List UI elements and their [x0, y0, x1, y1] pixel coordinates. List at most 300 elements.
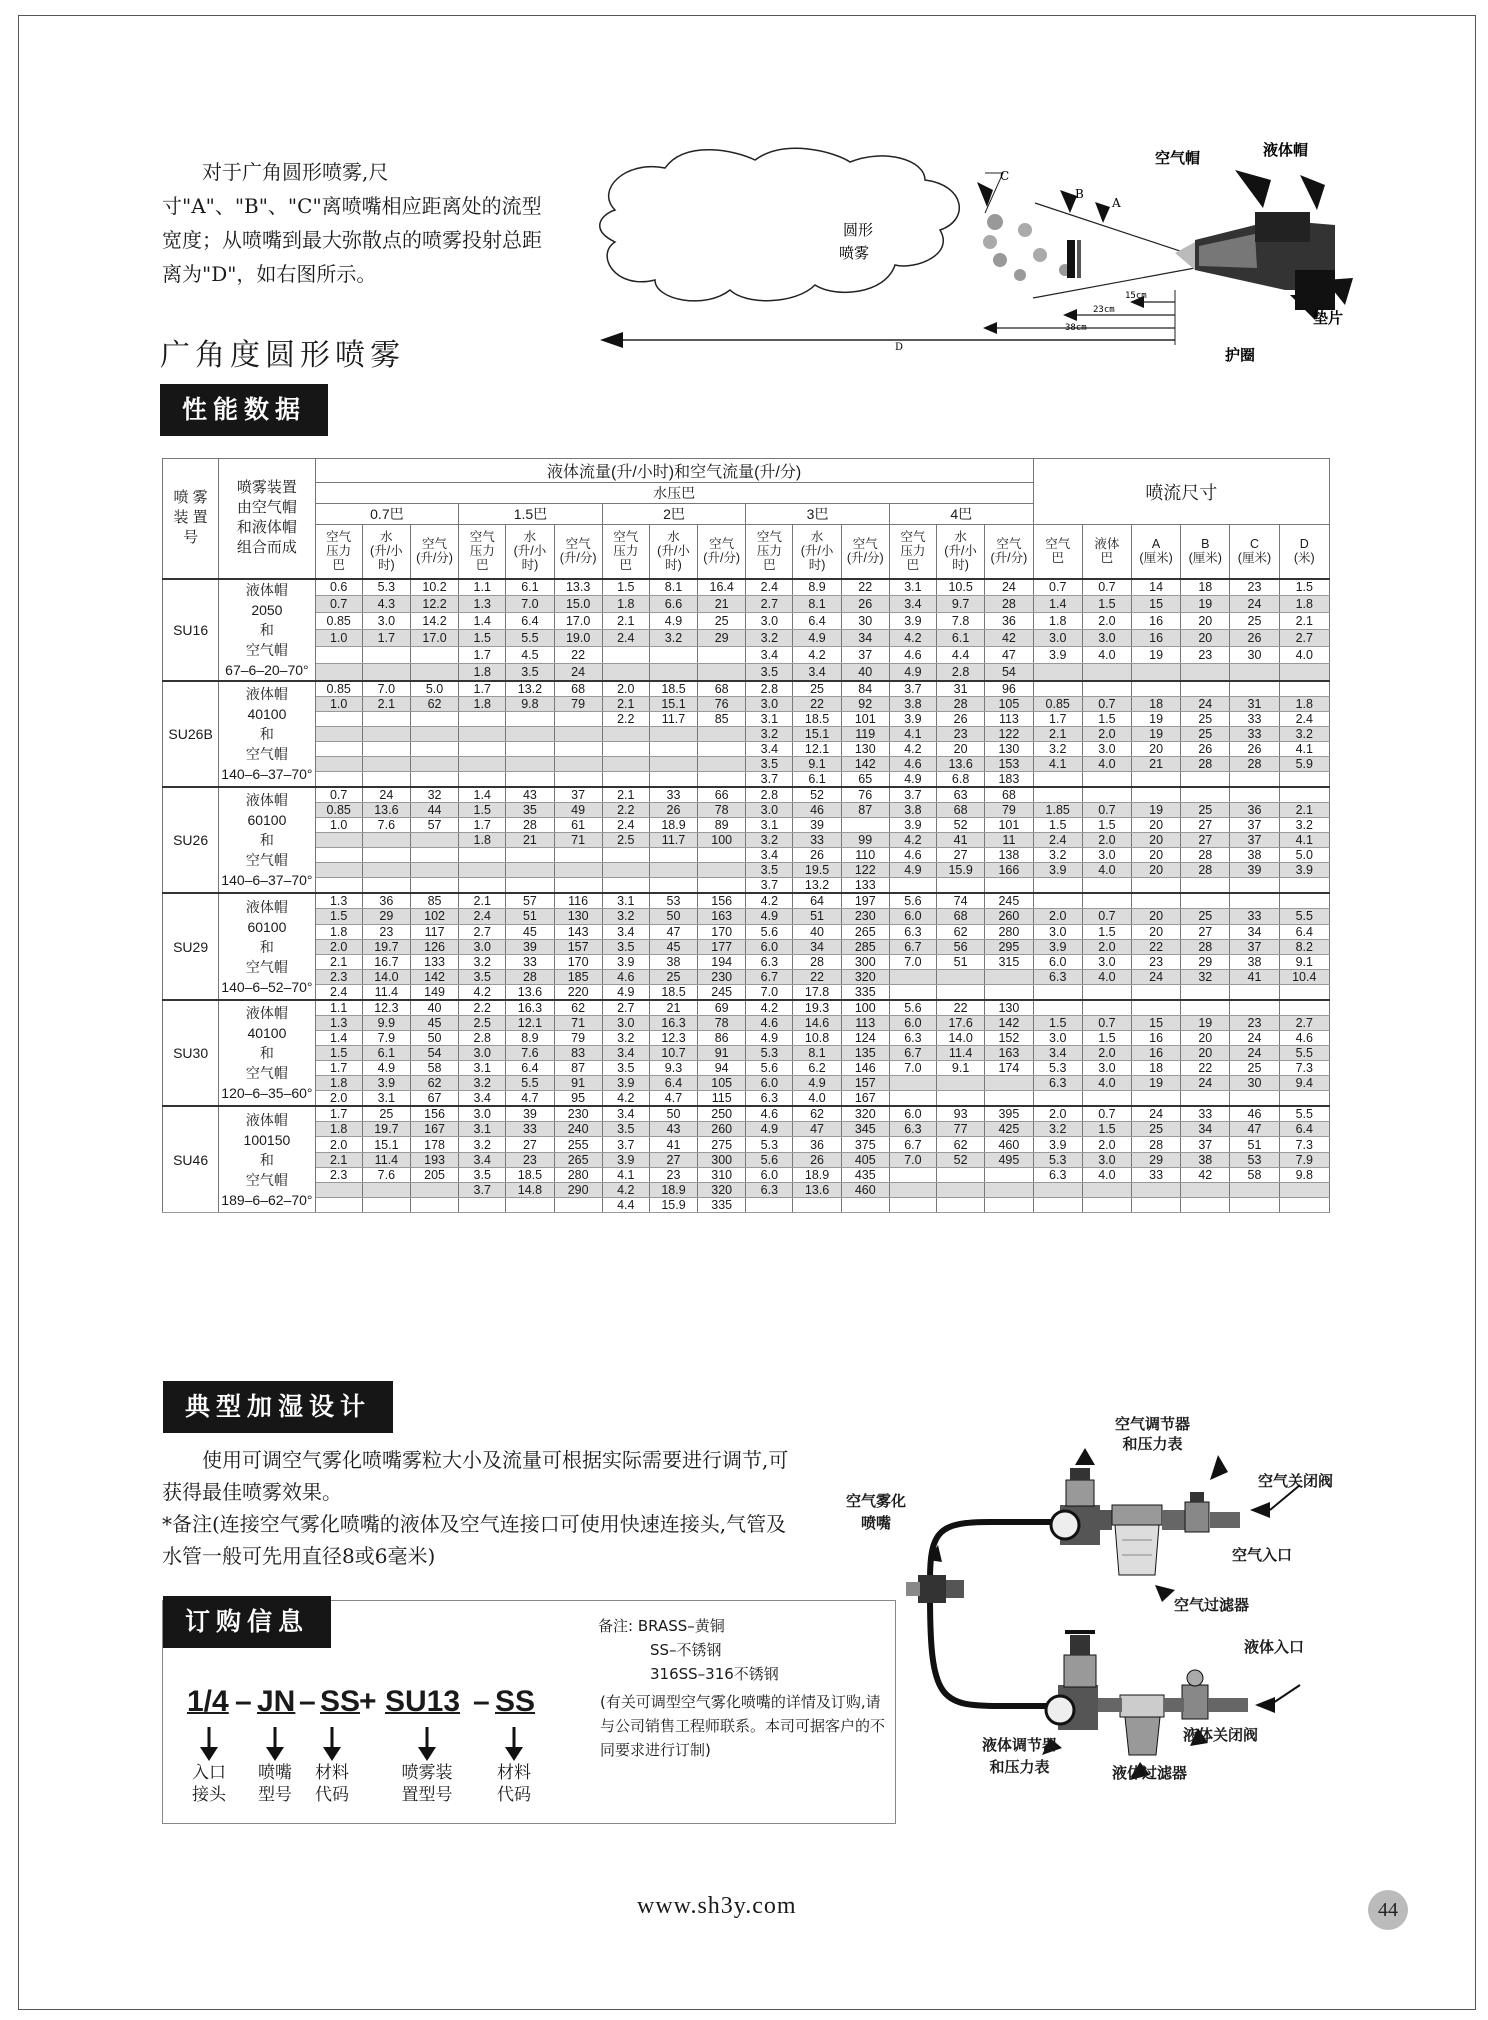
dist-23-label: 23cm — [1093, 305, 1115, 315]
header-pressure-1: 1.5巴 — [459, 504, 603, 525]
table-cell: 4.9 — [649, 613, 697, 630]
setup-description — [219, 681, 315, 787]
table-cell: 47 — [985, 646, 1033, 663]
table-cell — [889, 1076, 936, 1091]
header-sub-air-1: 空气 (升/分) — [554, 525, 602, 579]
table-cell — [459, 771, 506, 787]
table-cell — [410, 726, 458, 741]
setup-description — [219, 893, 315, 999]
table-cell: 3.0 — [1033, 924, 1082, 939]
table-cell: 149 — [410, 984, 458, 1000]
table-cell: 265 — [841, 924, 889, 939]
table-cell: 83 — [554, 1046, 602, 1061]
table-cell — [554, 711, 602, 726]
table-cell: 3.4 — [602, 1106, 649, 1122]
table-cell: 14.0 — [362, 969, 410, 984]
table-cell: 13.2 — [506, 681, 554, 697]
table-cell: 19.7 — [362, 939, 410, 954]
note-brass: 备注: BRASS–黄铜 — [598, 1617, 725, 1635]
table-cell: 2.0 — [1082, 833, 1131, 848]
table-cell: 1.8 — [602, 596, 649, 613]
table-cell: 3.5 — [602, 1122, 649, 1137]
table-cell: 20 — [1181, 613, 1230, 630]
table-cell: 300 — [698, 1152, 746, 1167]
table-row — [163, 629, 1330, 646]
nozzle-id: SU29 — [163, 893, 219, 999]
table-cell: 22 — [841, 579, 889, 596]
table-cell: 6.6 — [649, 596, 697, 613]
table-cell: 3.0 — [746, 696, 793, 711]
table-cell: 101 — [985, 818, 1033, 833]
table-row — [163, 1076, 1330, 1091]
table-row — [163, 1000, 1330, 1016]
table-cell: 335 — [841, 984, 889, 1000]
table-cell — [698, 726, 746, 741]
table-cell: 54 — [985, 663, 1033, 680]
table-cell — [1082, 1197, 1131, 1212]
table-cell — [315, 878, 362, 894]
table-cell — [602, 663, 649, 680]
table-cell: 2.4 — [746, 579, 793, 596]
table-cell: 3.2 — [1279, 818, 1329, 833]
table-cell: 64 — [793, 893, 841, 909]
table-cell: 230 — [841, 909, 889, 924]
table-cell: 28 — [985, 596, 1033, 613]
table-cell — [602, 741, 649, 756]
header-sub-air-3: 空气 (升/分) — [841, 525, 889, 579]
table-cell: 3.7 — [889, 787, 936, 803]
table-cell: 2.1 — [1033, 726, 1082, 741]
table-cell: 4.9 — [793, 629, 841, 646]
table-cell: 2.4 — [315, 984, 362, 1000]
order-arrows — [187, 1725, 547, 1765]
table-cell: 205 — [410, 1167, 458, 1182]
table-cell: 3.9 — [1279, 863, 1329, 878]
table-cell — [937, 984, 985, 1000]
table-cell — [459, 741, 506, 756]
table-cell: 25 — [1230, 1061, 1279, 1076]
header-dim-5: D (米) — [1279, 525, 1329, 579]
table-cell: 27 — [649, 1152, 697, 1167]
setup-line: 液体帽 — [245, 685, 288, 702]
table-cell: 30 — [841, 613, 889, 630]
table-cell: 68 — [554, 681, 602, 697]
setup-line: 60100 — [247, 812, 287, 829]
table-cell: 85 — [410, 893, 458, 909]
footer-url[interactable]: www.sh3y.com — [637, 1893, 797, 1919]
table-cell: 3.9 — [1033, 646, 1082, 663]
table-cell — [362, 646, 410, 663]
table-cell: 1.1 — [315, 1000, 362, 1016]
table-cell: 1.8 — [459, 833, 506, 848]
table-cell: 194 — [698, 954, 746, 969]
setup-line: 液体帽 — [245, 1005, 288, 1022]
nozzle-id: SU26B — [163, 681, 219, 787]
table-cell: 20 — [1132, 863, 1181, 878]
code-material: SS — [320, 1685, 361, 1718]
table-cell: 6.3 — [1033, 969, 1082, 984]
table-cell — [1230, 663, 1279, 680]
table-cell: 3.2 — [1033, 741, 1082, 756]
table-cell: 9.1 — [937, 1061, 985, 1076]
table-cell: 3.4 — [459, 1152, 506, 1167]
table-cell: 3.5 — [746, 756, 793, 771]
table-cell: 3.0 — [459, 1046, 506, 1061]
table-cell: 12.2 — [410, 596, 458, 613]
table-cell — [1033, 984, 1082, 1000]
table-cell: 3.0 — [746, 613, 793, 630]
table-cell: 7.8 — [937, 613, 985, 630]
table-cell: 68 — [937, 802, 985, 817]
table-cell: 94 — [698, 1061, 746, 1076]
table-cell: 3.2 — [459, 1076, 506, 1091]
table-cell: 6.4 — [1279, 924, 1329, 939]
table-cell: 19.3 — [793, 1000, 841, 1016]
table-cell: 36 — [362, 893, 410, 909]
table-row — [163, 863, 1330, 878]
table-cell: 9.3 — [649, 1061, 697, 1076]
table-cell: 5.0 — [410, 681, 458, 697]
table-cell — [1132, 984, 1181, 1000]
table-cell: 9.8 — [506, 696, 554, 711]
table-cell — [1033, 787, 1082, 803]
table-cell: 4.4 — [937, 646, 985, 663]
table-cell: 26 — [649, 802, 697, 817]
table-cell: 47 — [649, 924, 697, 939]
table-cell: 3.9 — [1033, 863, 1082, 878]
table-cell: 2.2 — [602, 711, 649, 726]
table-cell — [937, 1182, 985, 1197]
table-cell: 26 — [1181, 741, 1230, 756]
table-cell: 0.7 — [315, 596, 362, 613]
table-cell: 1.3 — [315, 1015, 362, 1030]
nozzle-label: 空气雾化 喷嘴 — [846, 1492, 907, 1532]
table-cell: 310 — [698, 1167, 746, 1182]
nozzle-id: SU46 — [163, 1106, 219, 1212]
setup-line: 液体帽 — [245, 581, 288, 598]
table-cell: 29 — [362, 909, 410, 924]
section-performance-title: 性能数据 — [160, 384, 328, 436]
table-cell: 32 — [1181, 969, 1230, 984]
table-cell: 4.0 — [1279, 646, 1329, 663]
humidification-diagram — [830, 1410, 1350, 1790]
table-cell: 460 — [985, 1137, 1033, 1152]
table-cell: 6.7 — [746, 969, 793, 984]
header-sub-air-0: 空气 (升/分) — [410, 525, 458, 579]
table-cell: 2.8 — [459, 1031, 506, 1046]
table-cell: 5.3 — [1033, 1152, 1082, 1167]
table-cell: 2.0 — [1082, 726, 1131, 741]
table-cell: 86 — [698, 1031, 746, 1046]
table-cell: 17.0 — [554, 613, 602, 630]
table-cell: 34 — [793, 939, 841, 954]
table-cell — [1033, 893, 1082, 909]
table-cell — [649, 878, 697, 894]
arrow-air-reg — [1075, 1448, 1095, 1465]
table-cell — [1230, 984, 1279, 1000]
table-cell: 2.1 — [1279, 613, 1329, 630]
table-cell: 9.8 — [1279, 1167, 1329, 1182]
table-cell: 12.3 — [649, 1031, 697, 1046]
table-cell: 117 — [410, 924, 458, 939]
table-cell: 1.5 — [459, 802, 506, 817]
table-cell: 15.0 — [554, 596, 602, 613]
table-cell: 4.9 — [746, 1122, 793, 1137]
table-cell: 15.1 — [362, 1137, 410, 1152]
table-cell: 91 — [554, 1076, 602, 1091]
table-cell: 20 — [937, 741, 985, 756]
table-cell — [698, 863, 746, 878]
table-cell: 163 — [985, 1046, 1033, 1061]
table-cell — [315, 726, 362, 741]
table-cell: 6.0 — [889, 1106, 936, 1122]
table-cell — [1033, 771, 1082, 787]
table-cell: 46 — [1230, 1106, 1279, 1122]
table-cell: 62 — [410, 1076, 458, 1091]
air-inlet-label: 空气入口 — [1232, 1546, 1293, 1564]
table-cell — [410, 756, 458, 771]
air-cap-label: 空气帽 — [1155, 149, 1201, 167]
table-cell: 4.0 — [1082, 1076, 1131, 1091]
table-cell — [1132, 1182, 1181, 1197]
table-cell: 3.0 — [602, 1015, 649, 1030]
table-cell: 265 — [554, 1152, 602, 1167]
table-cell: 1.0 — [315, 696, 362, 711]
table-cell: 3.8 — [889, 802, 936, 817]
table-cell: 6.0 — [889, 1015, 936, 1030]
table-cell: 27 — [1181, 833, 1230, 848]
table-cell: 3.9 — [889, 818, 936, 833]
table-cell: 1.5 — [1082, 1122, 1131, 1137]
table-cell: 19 — [1132, 646, 1181, 663]
air-filter — [1112, 1505, 1162, 1575]
arrow-liquid-inlet — [1255, 1697, 1275, 1713]
table-cell — [793, 1197, 841, 1212]
table-cell — [1082, 771, 1131, 787]
table-cell: 16 — [1132, 1031, 1181, 1046]
table-cell — [362, 756, 410, 771]
table-row — [163, 741, 1330, 756]
dim-b-label: B — [1075, 187, 1084, 201]
code-setup: SU13 — [385, 1685, 461, 1718]
table-cell: 20 — [1132, 741, 1181, 756]
table-cell: 1.85 — [1033, 802, 1082, 817]
header-setup: 喷雾装置 由空气帽 和液体帽 组合而成 — [219, 459, 315, 579]
table-cell: 20 — [1181, 1046, 1230, 1061]
table-cell — [937, 969, 985, 984]
table-cell: 5.6 — [889, 893, 936, 909]
table-cell: 18.9 — [649, 818, 697, 833]
table-cell: 6.3 — [746, 1091, 793, 1107]
table-cell: 15.1 — [793, 726, 841, 741]
table-cell: 3.4 — [793, 663, 841, 680]
group-SU46 — [163, 1106, 1330, 1212]
table-cell: 1.5 — [459, 629, 506, 646]
table-cell: 38 — [649, 954, 697, 969]
table-cell: 10.4 — [1279, 969, 1329, 984]
table-cell: 130 — [554, 909, 602, 924]
setup-line: 40100 — [247, 1025, 287, 1042]
table-cell: 1.8 — [459, 696, 506, 711]
table-row — [163, 878, 1330, 894]
table-cell: 2.4 — [602, 629, 649, 646]
liquid-filter — [1120, 1695, 1164, 1755]
table-cell — [985, 1091, 1033, 1107]
table-cell: 133 — [410, 954, 458, 969]
table-cell — [506, 756, 554, 771]
table-cell — [1181, 787, 1230, 803]
material-notes — [598, 1614, 779, 1686]
table-cell: 2.0 — [315, 1091, 362, 1107]
table-cell: 25 — [362, 1106, 410, 1122]
table-cell: 375 — [841, 1137, 889, 1152]
table-cell: 47 — [1230, 1122, 1279, 1137]
table-cell: 50 — [410, 1031, 458, 1046]
table-cell: 27 — [937, 848, 985, 863]
setup-description — [219, 787, 315, 893]
table-cell: 21 — [698, 596, 746, 613]
table-cell: 76 — [698, 696, 746, 711]
table-cell: 6.0 — [889, 909, 936, 924]
header-sub-air_p-1: 空气 压力 巴 — [459, 525, 506, 579]
table-row — [163, 613, 1330, 630]
table-cell: 2.2 — [459, 1000, 506, 1016]
table-cell: 245 — [698, 984, 746, 1000]
table-cell — [1181, 771, 1230, 787]
table-cell: 11.7 — [649, 833, 697, 848]
table-cell — [410, 1197, 458, 1212]
setup-line: 和 — [259, 1045, 274, 1062]
table-cell: 3.2 — [649, 629, 697, 646]
table-cell — [1279, 1091, 1329, 1107]
table-cell: 1.7 — [1033, 711, 1082, 726]
design-paragraph — [162, 1444, 802, 1572]
table-cell: 245 — [985, 893, 1033, 909]
table-cell: 25 — [1181, 802, 1230, 817]
table-cell — [554, 863, 602, 878]
table-cell — [1181, 984, 1230, 1000]
dist-15-label: 15cm — [1125, 291, 1147, 301]
table-cell: 33 — [1230, 909, 1279, 924]
table-cell: 177 — [698, 939, 746, 954]
main-heading: 广角度圆形喷雾 — [160, 338, 405, 373]
table-cell: 24 — [1230, 596, 1279, 613]
table-cell: 19.0 — [554, 629, 602, 646]
setup-line: 100150 — [243, 1131, 291, 1148]
table-cell: 28 — [793, 954, 841, 969]
table-cell: 3.2 — [746, 833, 793, 848]
table-cell: 7.9 — [362, 1031, 410, 1046]
table-cell: 7.6 — [362, 1167, 410, 1182]
table-cell — [1181, 878, 1230, 894]
table-cell: 6.7 — [889, 1046, 936, 1061]
table-cell: 2.7 — [1279, 1015, 1329, 1030]
table-cell: 34 — [1230, 924, 1279, 939]
table-cell — [506, 711, 554, 726]
table-cell: 260 — [698, 1122, 746, 1137]
table-cell: 8.1 — [649, 579, 697, 596]
liquid-inlet-label: 液体入口 — [1244, 1638, 1305, 1656]
dist-d-label: D — [895, 342, 904, 353]
table-cell — [1082, 984, 1131, 1000]
table-cell: 4.6 — [602, 969, 649, 984]
setup-line: 空气帽 — [245, 1171, 288, 1188]
setup-line: 2050 — [251, 601, 283, 618]
header-dim-4: C (厘米) — [1230, 525, 1279, 579]
table-cell: 29 — [698, 629, 746, 646]
table-cell: 6.3 — [889, 924, 936, 939]
table-cell — [459, 863, 506, 878]
table-cell: 28 — [1181, 863, 1230, 878]
group-SU30 — [163, 1000, 1330, 1106]
table-cell — [649, 663, 697, 680]
table-cell: 62 — [937, 924, 985, 939]
table-cell: 4.0 — [1082, 1167, 1131, 1182]
table-cell — [1132, 1091, 1181, 1107]
table-cell: 7.6 — [362, 818, 410, 833]
table-cell: 4.9 — [889, 771, 936, 787]
table-row — [163, 848, 1330, 863]
table-cell: 54 — [410, 1046, 458, 1061]
table-row — [163, 1152, 1330, 1167]
table-cell: 138 — [985, 848, 1033, 863]
table-cell: 40 — [793, 924, 841, 939]
table-cell — [315, 863, 362, 878]
table-cell: 1.8 — [315, 924, 362, 939]
table-cell — [1230, 681, 1279, 697]
table-cell: 25 — [793, 681, 841, 697]
code-dash-2: – — [299, 1685, 316, 1718]
table-cell: 0.7 — [1082, 802, 1131, 817]
table-cell: 250 — [698, 1106, 746, 1122]
table-cell: 2.7 — [746, 596, 793, 613]
table-cell: 19 — [1181, 596, 1230, 613]
table-cell — [459, 726, 506, 741]
table-cell: 1.8 — [459, 663, 506, 680]
table-cell: 1.1 — [459, 579, 506, 596]
table-cell: 6.4 — [506, 613, 554, 630]
table-cell: 50 — [649, 1106, 697, 1122]
table-cell: 28 — [1132, 1137, 1181, 1152]
table-cell — [841, 1197, 889, 1212]
table-cell: 78 — [698, 802, 746, 817]
table-cell: 105 — [985, 696, 1033, 711]
setup-line: 和 — [259, 621, 274, 638]
table-cell — [1279, 787, 1329, 803]
table-cell: 3.4 — [1033, 1046, 1082, 1061]
table-cell: 76 — [841, 787, 889, 803]
table-cell: 67 — [410, 1091, 458, 1107]
table-cell — [315, 646, 362, 663]
section-order-title: 订购信息 — [163, 1596, 331, 1648]
table-cell: 28 — [1181, 939, 1230, 954]
table-cell: 9.1 — [1279, 954, 1329, 969]
table-cell: 71 — [554, 833, 602, 848]
air-shutoff-label: 空气关闭阀 — [1258, 1472, 1334, 1490]
table-cell — [1132, 1197, 1181, 1212]
table-cell — [362, 663, 410, 680]
table-cell — [554, 771, 602, 787]
liquid-shutoff-valve — [1182, 1670, 1208, 1719]
table-cell — [1181, 1091, 1230, 1107]
table-cell — [1279, 878, 1329, 894]
table-cell: 345 — [841, 1122, 889, 1137]
table-cell — [889, 1182, 936, 1197]
table-cell: 1.4 — [459, 787, 506, 803]
table-cell: 5.6 — [746, 1152, 793, 1167]
table-cell — [506, 863, 554, 878]
performance-table — [162, 458, 1330, 1213]
